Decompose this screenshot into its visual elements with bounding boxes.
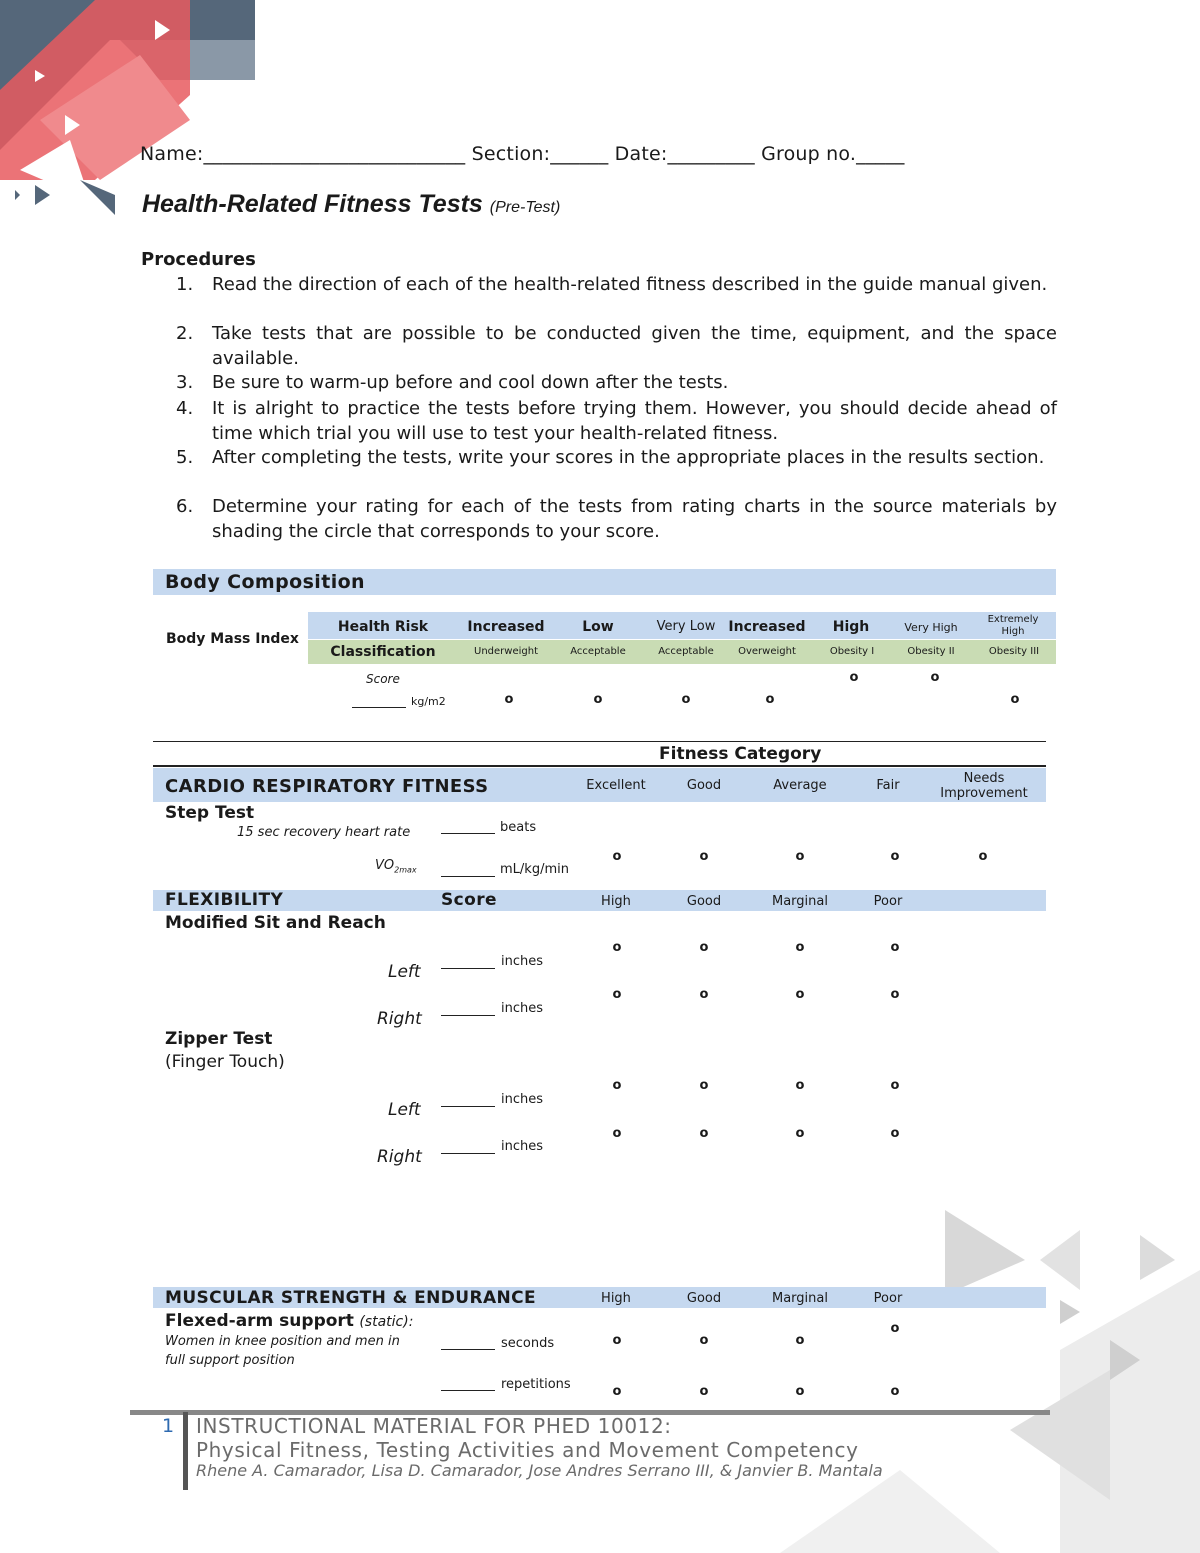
bmi-unit: kg/m2 (411, 695, 446, 708)
bmi-class: Acceptable (658, 646, 714, 657)
bottom-right-decoration (780, 1200, 1200, 1553)
zipper-left-field[interactable] (441, 1105, 495, 1107)
name-label: Name: (140, 143, 204, 165)
footer-line-2: Physical Fitness, Testing Activities and Movement Competency (196, 1438, 859, 1462)
bmi-circle-very-low[interactable]: o (681, 692, 691, 707)
repetitions-unit: repetitions (501, 1377, 571, 1392)
flex-circle[interactable]: o (612, 1126, 622, 1141)
title-suffix: (Pre-Test) (489, 199, 561, 216)
zipper-test-sub: (Finger Touch) (165, 1052, 285, 1072)
flex-circle[interactable]: o (612, 1078, 622, 1093)
bmi-circle-obesity-2[interactable]: o (930, 670, 940, 685)
step-test-label: Step Test (165, 803, 255, 823)
muscular-circle[interactable]: o (612, 1333, 622, 1348)
inches-unit: inches (501, 954, 544, 969)
title-text: Health-Related Fitness Tests (142, 190, 483, 218)
muscular-circle[interactable]: o (699, 1384, 709, 1399)
bmi-class: Underweight (474, 646, 538, 657)
flexibility-heading: FLEXIBILITY (165, 890, 284, 910)
beats-unit: beats (500, 820, 537, 835)
flex-circle[interactable]: o (699, 1126, 709, 1141)
cardio-cat: Fair (876, 778, 900, 793)
footer-authors: Rhene A. Camarador, Lisa D. Camarador, Jose Andres Serrano III, & Janvier B. Mantala (196, 1461, 883, 1480)
flex-cat: Good (686, 894, 722, 909)
section-label: Section: (471, 143, 551, 165)
flex-circle[interactable]: o (890, 940, 900, 955)
cardio-circle-fair[interactable]: o (890, 849, 900, 864)
flex-circle[interactable]: o (699, 987, 709, 1002)
flex-circle[interactable]: o (890, 987, 900, 1002)
muscular-cat: Good (686, 1291, 722, 1306)
cardio-heading: CARDIO RESPIRATORY FITNESS (165, 776, 489, 797)
zipper-left-label: Left (388, 1100, 421, 1120)
bmi-risk: Very Low (656, 619, 716, 634)
vo2-field[interactable] (441, 875, 495, 877)
cardio-cat: Average (773, 778, 827, 793)
sit-reach-right-label: Right (377, 1009, 422, 1029)
inches-unit: inches (501, 1092, 544, 1107)
bmi-circle-underweight[interactable]: o (504, 692, 514, 707)
heart-rate-label: 15 sec recovery heart rate (237, 825, 411, 840)
zipper-right-label: Right (377, 1147, 422, 1167)
flex-circle[interactable]: o (890, 1078, 900, 1093)
name-field[interactable]: ___________________________ (203, 143, 466, 165)
muscular-cat: Marginal (772, 1291, 828, 1306)
sit-reach-left-label: Left (388, 962, 421, 982)
flex-circle[interactable]: o (890, 1126, 900, 1141)
flexed-arm-note-1: Women in knee position and men in (165, 1334, 400, 1349)
date-label: Date: (614, 143, 668, 165)
group-field[interactable]: _____ (856, 143, 905, 165)
flex-circle[interactable]: o (612, 940, 622, 955)
bmi-risk: Low (582, 619, 614, 635)
procedures-heading: Procedures (141, 249, 256, 270)
flex-circle[interactable]: o (795, 940, 805, 955)
sit-reach-left-field[interactable] (441, 967, 495, 969)
page-number: 1 (162, 1415, 175, 1437)
section-field[interactable]: ______ (550, 143, 609, 165)
classification-label: Classification (330, 644, 436, 660)
zipper-test-label: Zipper Test (165, 1029, 273, 1049)
fitness-divider-top (153, 741, 1046, 742)
footer-vertical-bar (183, 1412, 188, 1490)
footer-line-1: INSTRUCTIONAL MATERIAL FOR PHED 10012: (196, 1414, 672, 1438)
flex-circle[interactable]: o (795, 987, 805, 1002)
flex-circle[interactable]: o (795, 1126, 805, 1141)
flex-score-label: Score (441, 890, 497, 910)
bmi-risk: Extremely High (987, 614, 1039, 637)
cardio-circle-excellent[interactable]: o (612, 849, 622, 864)
bmi-risk: Increased (728, 619, 806, 635)
flex-circle[interactable]: o (699, 940, 709, 955)
bmi-circle-obesity-1[interactable]: o (849, 670, 859, 685)
inches-unit: inches (501, 1139, 544, 1154)
muscular-circle[interactable]: o (795, 1333, 805, 1348)
bmi-class: Obesity I (829, 646, 875, 657)
bmi-class: Acceptable (570, 646, 626, 657)
bmi-risk: High (832, 619, 870, 635)
flex-cat: Marginal (772, 894, 828, 909)
bmi-label: Body Mass Index (166, 631, 299, 647)
bmi-risk: Increased (467, 619, 545, 635)
flex-cat: Poor (873, 894, 903, 909)
body-composition-heading: Body Composition (165, 571, 365, 593)
cardio-cat: Needs Improvement (940, 771, 1028, 801)
cardio-circle-good[interactable]: o (699, 849, 709, 864)
cardio-circle-needs-improvement[interactable]: o (978, 849, 988, 864)
muscular-circle[interactable]: o (890, 1321, 900, 1336)
date-field[interactable]: _________ (667, 143, 755, 165)
bmi-circle-obesity-3[interactable]: o (1010, 692, 1020, 707)
flex-cat: High (601, 894, 631, 909)
score-label: Score (366, 672, 400, 686)
health-risk-label: Health Risk (337, 619, 429, 635)
fitness-divider-bottom (153, 765, 1046, 767)
header-fields (140, 143, 905, 165)
heart-rate-field[interactable] (441, 832, 495, 834)
bmi-risk: Very High (904, 621, 958, 634)
muscular-heading: MUSCULAR STRENGTH & ENDURANCE (165, 1288, 537, 1308)
group-label: Group no. (761, 143, 857, 165)
seconds-field[interactable] (441, 1348, 495, 1350)
procedures-list: 1. Read the direction of each of the health-related fitness described in the guide manual given. 2. Take tests that are possible to be conducted given the time, equipment, and the space available. 3. Be sure to warm-up before and cool down after the tests. 4. It is alright to practice the tests before trying them. However, you should decide ahead of time which trial you will use to test your health-related fitness. 5. After completing the tests, write your scores in the appropriate places in the results section. 6. Determine your rating for each of the tests from rating charts in the source materials by shading the circle that corresponds to your score. (176, 274, 1057, 542)
cardio-circle-average[interactable]: o (795, 849, 805, 864)
cardio-cat: Good (686, 778, 722, 793)
bmi-score-field[interactable] (352, 706, 406, 708)
muscular-cat: Poor (873, 1291, 903, 1306)
muscular-circle[interactable]: o (612, 1384, 622, 1399)
bmi-class: Overweight (738, 646, 796, 657)
bmi-circle-overweight[interactable]: o (765, 692, 775, 707)
fitness-category-heading: Fitness Category (659, 744, 822, 764)
vo2-unit: mL/kg/min (500, 862, 569, 877)
muscular-cat: High (601, 1291, 631, 1306)
bmi-circle-low[interactable]: o (593, 692, 603, 707)
flexed-arm-label: Flexed-arm support (static): (165, 1311, 414, 1331)
flex-circle[interactable]: o (795, 1078, 805, 1093)
flex-circle[interactable]: o (699, 1078, 709, 1093)
flex-circle[interactable]: o (612, 987, 622, 1002)
repetitions-field[interactable] (441, 1389, 495, 1391)
sit-reach-label: Modified Sit and Reach (165, 913, 386, 933)
sit-reach-right-field[interactable] (441, 1014, 495, 1016)
bmi-class: Obesity III (988, 646, 1040, 657)
flexed-arm-note-2: full support position (165, 1353, 295, 1368)
bmi-class: Obesity II (907, 646, 955, 657)
zipper-right-field[interactable] (441, 1152, 495, 1154)
muscular-circle[interactable]: o (699, 1333, 709, 1348)
vo2-label: $VO_{2max}$ (375, 858, 417, 875)
inches-unit: inches (501, 1001, 544, 1016)
page-title (142, 190, 560, 219)
seconds-unit: seconds (501, 1336, 555, 1351)
muscular-circle[interactable]: o (795, 1384, 805, 1399)
cardio-cat: Excellent (586, 778, 646, 793)
muscular-circle[interactable]: o (890, 1384, 900, 1399)
